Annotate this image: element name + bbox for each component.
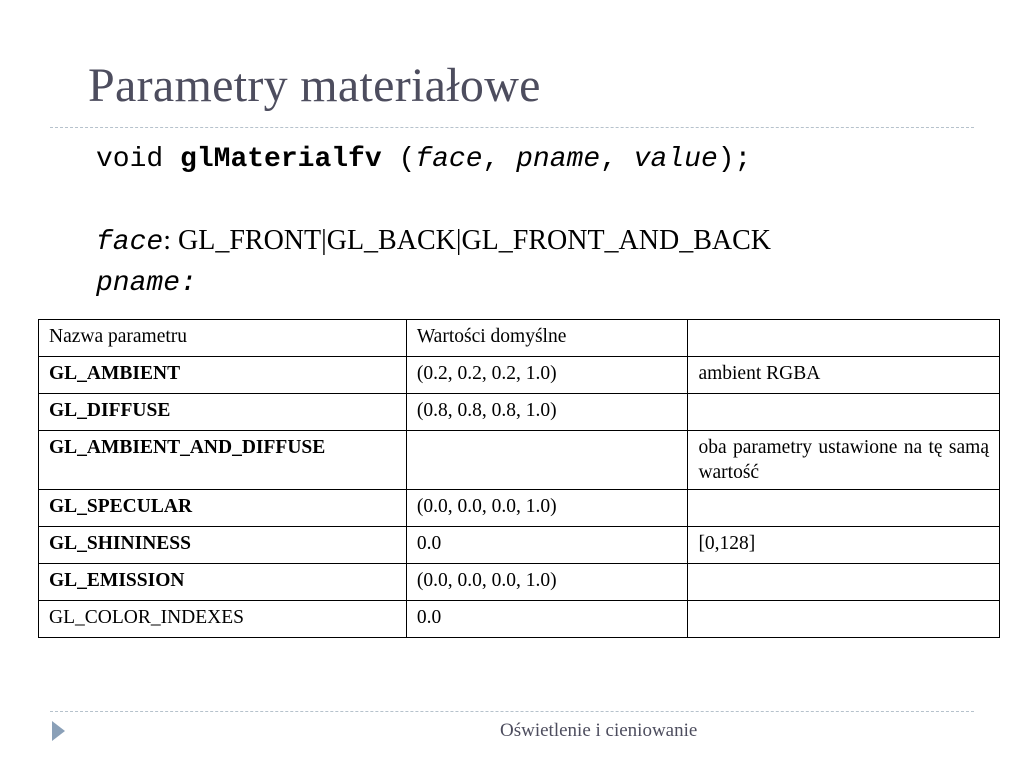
footer-divider: [50, 711, 974, 712]
face-line: [96, 225, 771, 258]
pname-line: [96, 268, 197, 299]
face-label: face: [96, 227, 164, 258]
param-name: GL_AMBIENT: [49, 363, 181, 384]
table-row: [39, 490, 1000, 527]
param-name: GL_SHININESS: [49, 533, 191, 554]
param-face: face: [415, 144, 483, 175]
table-row: [39, 527, 1000, 564]
pname-label: pname:: [96, 268, 197, 299]
note-cell: ambient RGBA: [688, 357, 1000, 394]
table-header-row: [39, 320, 1000, 357]
table-row: [39, 357, 1000, 394]
note-cell: oba parametry ustawione na tę samą wartość: [688, 431, 1000, 490]
function-name: glMaterialfv: [180, 144, 382, 175]
param-name-cell: [39, 357, 407, 394]
note-cell: [688, 564, 1000, 601]
default-value-cell: [406, 431, 688, 490]
table-row: [39, 601, 1000, 638]
table-row: [39, 564, 1000, 601]
default-value-cell: 0.0: [406, 527, 688, 564]
param-name-cell: [39, 431, 407, 490]
param-pname: pname: [516, 144, 601, 175]
note-cell: [688, 601, 1000, 638]
material-parameters-table: [38, 319, 1000, 638]
slide-title: Parametry materiałowe: [88, 59, 541, 112]
header-cell-name: Nazwa parametru: [39, 320, 407, 357]
header-cell-notes: [688, 320, 1000, 357]
comma-1: ,: [482, 144, 517, 175]
param-name-cell: [39, 527, 407, 564]
default-value-cell: (0.0, 0.0, 0.0, 1.0): [406, 490, 688, 527]
header-cell-defaults: Wartości domyślne: [406, 320, 688, 357]
default-value-cell: 0.0: [406, 601, 688, 638]
face-values: : GL_FRONT|GL_BACK|GL_FRONT_AND_BACK: [163, 225, 772, 256]
param-name: GL_AMBIENT_AND_DIFFUSE: [49, 437, 326, 458]
comma-2: ,: [600, 144, 634, 175]
triangle-right-icon: [52, 721, 65, 741]
param-name-cell: [39, 394, 407, 431]
param-name: GL_SPECULAR: [49, 496, 193, 517]
param-name-cell: GL_COLOR_INDEXES: [39, 601, 407, 638]
note-cell: [0,128]: [688, 527, 1000, 564]
note-cell: [688, 490, 1000, 527]
default-value-cell: (0.8, 0.8, 0.8, 1.0): [406, 394, 688, 431]
paren-open: (: [381, 144, 416, 175]
default-value-cell: (0.2, 0.2, 0.2, 1.0): [406, 357, 688, 394]
title-divider: [50, 127, 974, 128]
footer-text: Oświetlenie i cieniowanie: [500, 720, 698, 741]
param-name: GL_DIFFUSE: [49, 400, 171, 421]
void-keyword: void: [96, 144, 164, 175]
function-signature: [96, 144, 751, 175]
param-name-cell: [39, 564, 407, 601]
table-row: [39, 394, 1000, 431]
param-name: GL_EMISSION: [49, 570, 185, 591]
param-value: value: [633, 144, 718, 175]
table-row: [39, 431, 1000, 490]
default-value-cell: (0.0, 0.0, 0.0, 1.0): [406, 564, 688, 601]
paren-close: );: [717, 144, 752, 175]
note-cell: [688, 394, 1000, 431]
param-name-cell: [39, 490, 407, 527]
